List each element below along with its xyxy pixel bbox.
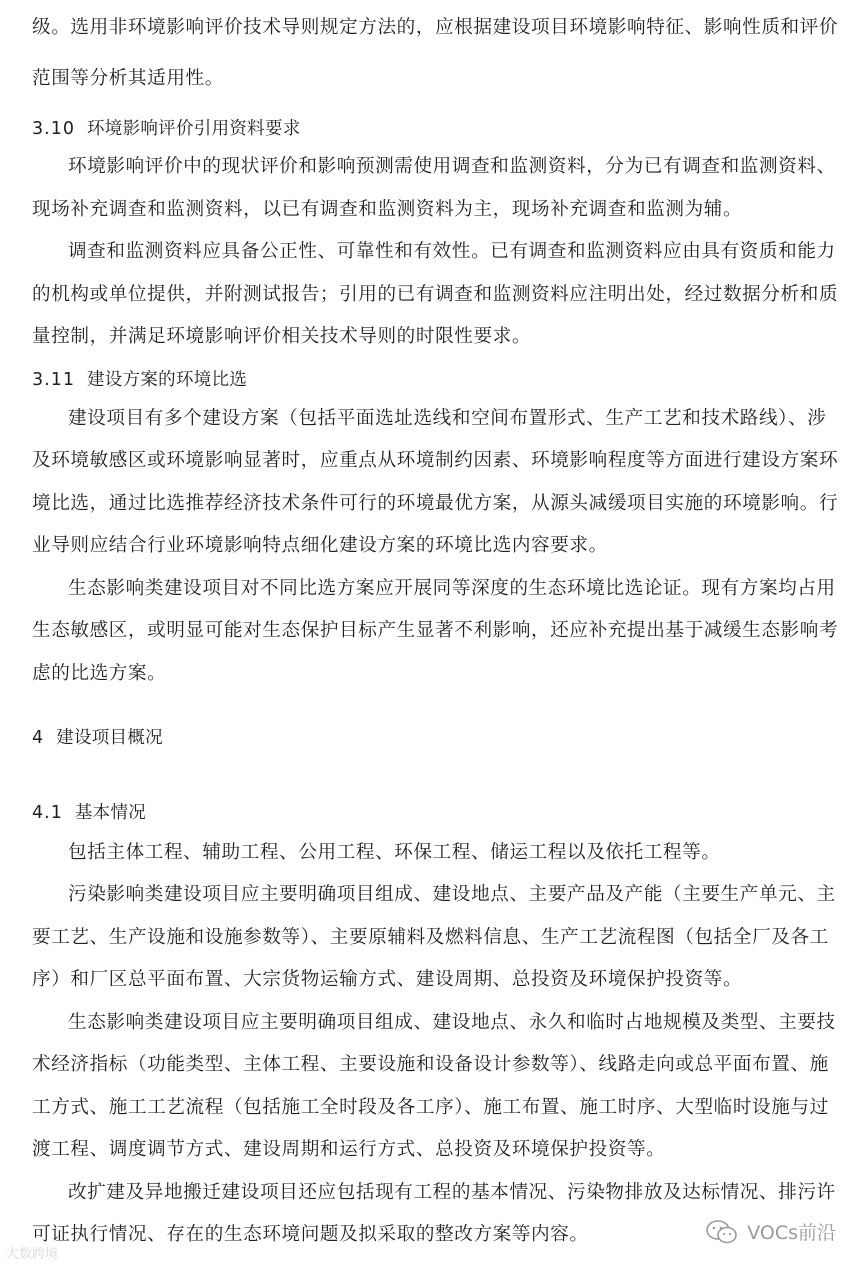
section-number: 4.1 bbox=[32, 803, 63, 823]
paragraph-line: 改扩建及异地搬迁建设项目还应包括现有工程的基本情况、污染物排放及达标情况、排污许 bbox=[68, 1182, 836, 1203]
paragraph-line: 环境影响评价中的现状评价和影响预测需使用调查和监测资料，分为已有调查和监测资料、 bbox=[68, 156, 836, 177]
paragraph-line: 建设项目有多个建设方案（包括平面选址选线和空间布置形式、生产工艺和技术路线）、涉 bbox=[68, 408, 827, 429]
paragraph-line: 可证执行情况、存在的生态环境问题及拟采取的整改方案等内容。 bbox=[32, 1224, 589, 1245]
paragraph-line: 量控制，并满足环境影响评价相关技术导则的时限性要求。 bbox=[32, 326, 532, 347]
paragraph-line: 生态敏感区，或明显可能对生态保护目标产生显著不利影响，还应补充提出基于减缓生态影响考 bbox=[32, 620, 839, 641]
section-number: 3.11 bbox=[32, 370, 75, 390]
paragraph-line: 要工艺、生产设施和设施参数等）、主要原辅料及燃料信息、生产工艺流程图（包括全厂及各工 bbox=[32, 927, 829, 948]
paragraph-line: 生态影响类建设项目对不同比选方案应开展同等深度的生态环境比选论证。现有方案均占用 bbox=[68, 578, 836, 599]
section-title: 建设项目概况 bbox=[56, 728, 163, 748]
paragraph-line: 虑的比选方案。 bbox=[32, 663, 167, 684]
paragraph-line: 术经济指标（功能类型、主体工程、主要设施和设备设计参数等）、线路走向或总平面布置、施 bbox=[32, 1054, 829, 1075]
paragraph-line: 序）和厂区总平面布置、大宗货物运输方式、建设周期、总投资及环境保护投资等。 bbox=[32, 969, 743, 990]
wechat-icon bbox=[705, 1219, 739, 1245]
watermark-left: 大数跨境 bbox=[6, 1247, 59, 1262]
watermark-right bbox=[705, 1218, 836, 1245]
paragraph-line: 包括主体工程、辅助工程、公用工程、环保工程、储运工程以及依托工程等。 bbox=[68, 842, 721, 863]
chapter-heading-4 bbox=[32, 725, 842, 751]
paragraph-line: 的机构或单位提供，并附测试报告；引用的已有调查和监测资料应注明出处，经过数据分析和质 bbox=[32, 284, 839, 305]
section-title: 环境影响评价引用资料要求 bbox=[86, 119, 301, 139]
paragraph-line: 级。选用非环境影响评价技术导则规定方法的，应根据建设项目环境影响特征、影响性质和评价 bbox=[32, 17, 839, 38]
section-number: 3.10 bbox=[32, 119, 75, 139]
paragraph-line: 渡工程、调度调节方式、建设周期和运行方式、总投资及环境保护投资等。 bbox=[32, 1139, 666, 1160]
section-title: 基本情况 bbox=[74, 803, 147, 823]
section-heading-4-1 bbox=[32, 800, 842, 826]
section-heading-3-11 bbox=[32, 367, 842, 393]
paragraph-line: 范围等分析其适用性。 bbox=[32, 68, 224, 89]
watermark-text: VOCs前沿 bbox=[747, 1222, 836, 1244]
paragraph-line: 工方式、施工工艺流程（包括施工全时段及各工序）、施工布置、施工时序、大型临时设施与过 bbox=[32, 1097, 829, 1118]
section-title: 建设方案的环境比选 bbox=[86, 370, 248, 390]
paragraph-line: 调查和监测资料应具备公正性、可靠性和有效性。已有调查和监测资料应由具有资质和能力 bbox=[68, 241, 836, 262]
paragraph-line: 污染影响类建设项目应主要明确项目组成、建设地点、主要产品及产能（主要生产单元、主 bbox=[68, 884, 836, 905]
paragraph-line: 业导则应结合行业环境影响特点细化建设方案的环境比选内容要求。 bbox=[32, 535, 608, 556]
paragraph-line: 现场补充调查和监测资料，以已有调查和监测资料为主，现场补充调查和监测为辅。 bbox=[32, 199, 743, 220]
paragraph-line: 境比选，通过比选推荐经济技术条件可行的环境最优方案，从源头减缓项目实施的环境影响。行 bbox=[32, 493, 839, 514]
paragraph-line: 生态影响类建设项目应主要明确项目组成、建设地点、永久和临时占地规模及类型、主要技 bbox=[68, 1012, 836, 1033]
section-heading-3-10 bbox=[32, 116, 842, 142]
paragraph-line: 及环境敏感区或环境影响显著时，应重点从环境制约因素、环境影响程度等方面进行建设方案环 bbox=[32, 450, 839, 471]
section-number: 4 bbox=[32, 728, 45, 748]
